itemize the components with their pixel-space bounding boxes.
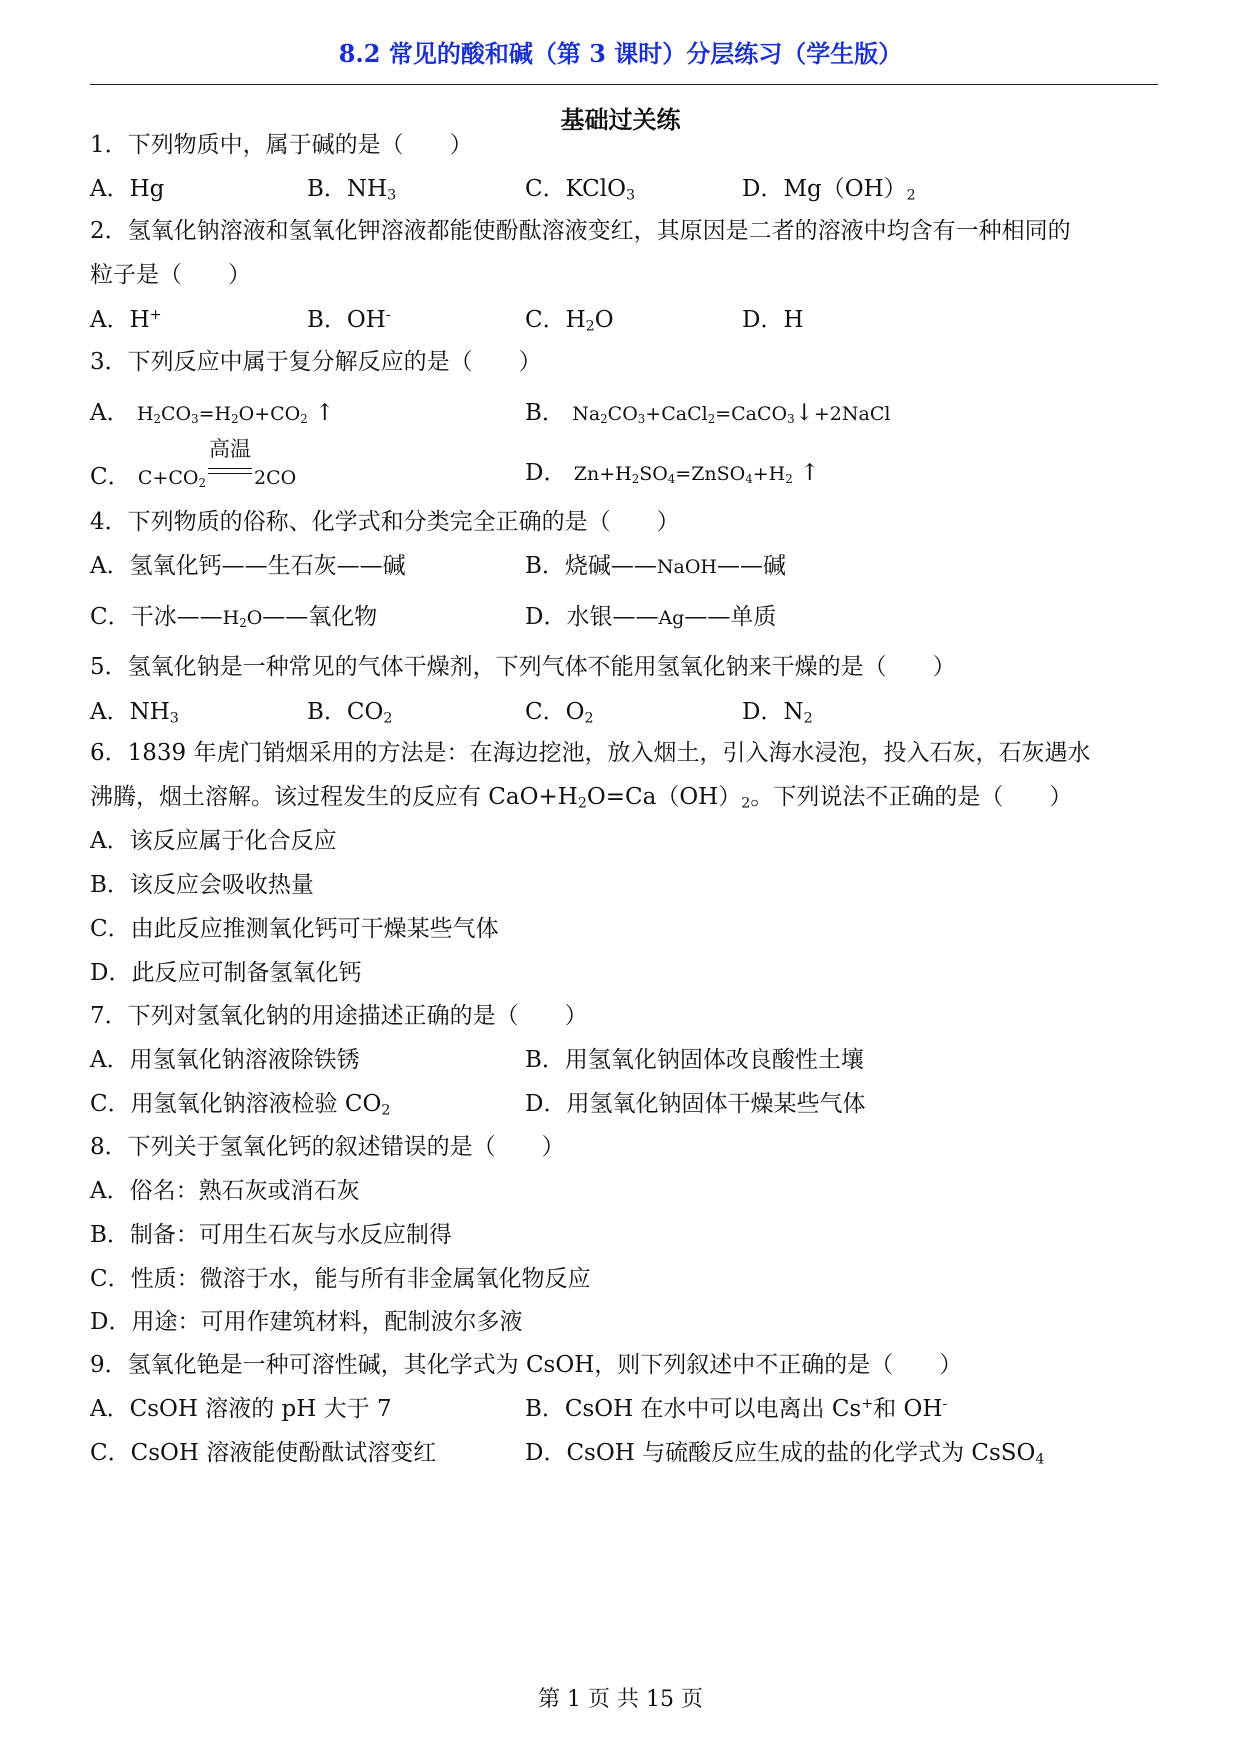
section-title: 基础过关练 bbox=[560, 105, 681, 134]
question-9-option-c: C．CsOH 溶液能使酚酞试溶变红 bbox=[90, 1440, 437, 1466]
page-header-title: 8.2 常见的酸和碱（第 3 课时）分层练习（学生版） bbox=[338, 39, 903, 68]
question-8-option-a: A．俗名：熟石灰或消石灰 bbox=[90, 1178, 360, 1204]
question-6-option-c: C．由此反应推测氧化钙可干燥某些气体 bbox=[90, 916, 499, 942]
question-1-option-c: C．KClO$_3$ bbox=[525, 176, 636, 204]
question-6-stem-line-1: 6．1839 年虎门销烟采用的方法是：在海边挖池，放入烟土，引入海水浸泡，投入石灰，石灰遇水 bbox=[90, 740, 1091, 766]
question-6-option-d: D．此反应可制备氢氧化钙 bbox=[90, 960, 362, 986]
question-3-stem: 3．下列反应中属于复分解反应的是（ ） bbox=[90, 349, 542, 375]
question-5-option-a: A．$NH_3$ bbox=[90, 699, 179, 727]
question-2-option-a: A．H+ bbox=[90, 307, 162, 333]
header-rule bbox=[90, 84, 1158, 85]
question-5-option-c: C．$O_2$ bbox=[525, 699, 594, 727]
question-4-option-c: C．干冰$——H_2O——$氧化物 bbox=[90, 604, 378, 630]
question-7-option-c: C．用氢氧化钠溶液检验 $CO_2$ bbox=[90, 1091, 391, 1119]
question-8-option-d: D．用途：可用作建筑材料，配制波尔多液 bbox=[90, 1309, 523, 1335]
question-8-option-b: B．制备：可用生石灰与水反应制得 bbox=[90, 1222, 452, 1248]
question-4-option-b: B．烧碱——NaOH——碱 bbox=[525, 553, 787, 579]
question-4-stem: 4．下列物质的俗称、化学式和分类完全正确的是（ ） bbox=[90, 509, 680, 535]
question-8-stem: 8．下列关于氢氧化钙的叙述错误的是（ ） bbox=[90, 1134, 565, 1160]
down-arrow-icon: ↓ bbox=[794, 400, 814, 426]
question-9-option-d: D．CsOH 与硫酸反应生成的盐的化学式为 CsSO$_4$ bbox=[525, 1440, 1045, 1468]
question-2-option-b: B．OH- bbox=[307, 307, 391, 333]
question-9-stem: 9．氢氧化铯是一种可溶性碱，其化学式为 CsOH，则下列叙述中不正确的是（ ） bbox=[90, 1352, 963, 1378]
question-1-option-b: B．$NH_3$ bbox=[307, 176, 397, 204]
question-7-option-a: A．用氢氧化钠溶液除铁锈 bbox=[90, 1047, 360, 1073]
question-7-option-d: D．用氢氧化钠固体干燥某些气体 bbox=[525, 1091, 866, 1117]
question-1-option-a: A．Hg bbox=[90, 176, 165, 202]
question-6-option-b: B．该反应会吸收热量 bbox=[90, 872, 314, 898]
question-2-stem-line-2: 粒子是（ ） bbox=[90, 262, 251, 288]
question-1-option-d: D．$Mg(OH)_2$ bbox=[742, 176, 916, 204]
page-footer: 第 1 页 共 15 页 bbox=[538, 1687, 703, 1712]
question-3-option-c: C． $C+CO_2$ 高温 2CO bbox=[90, 437, 297, 490]
question-3-option-d: D． $Zn+H_2SO_4=ZnSO_4+H_2$ ↑ bbox=[525, 460, 820, 486]
up-arrow-icon: ↑ bbox=[800, 460, 820, 486]
question-4-option-d: D．水银——Ag——单质 bbox=[525, 604, 777, 630]
question-3-option-b: B． $Na_2CO_3+CaCl_2=CaCO_3↓+2NaCl$ bbox=[525, 400, 891, 426]
question-5-stem: 5．氢氧化钠是一种常见的气体干燥剂，下列气体不能用氢氧化钠来干燥的是（ ） bbox=[90, 654, 956, 680]
question-1-stem: 1．下列物质中，属于碱的是（ ） bbox=[90, 132, 473, 158]
question-3-option-a: A． $H_2CO_3=H_2O+CO_2$ ↑ bbox=[90, 400, 335, 426]
question-9-option-a: A．CsOH 溶液的 pH 大于 7 bbox=[90, 1396, 392, 1422]
reaction-condition: 高温 bbox=[206, 458, 254, 486]
question-5-option-d: D．$N_2$ bbox=[742, 699, 813, 727]
question-2-option-d: D．H bbox=[742, 307, 804, 333]
question-5-option-b: B．$CO_2$ bbox=[307, 699, 393, 727]
question-2-option-c: C．$H_2O$ bbox=[525, 307, 614, 335]
question-8-option-c: C．性质：微溶于水，能与所有非金属氧化物反应 bbox=[90, 1266, 591, 1292]
question-6-stem-line-2: 沸腾，烟土溶解。该过程发生的反应有 $CaO+H_2O=Ca(OH)_2$。下列说法不正确的是（ ） bbox=[90, 784, 1073, 812]
question-4-option-a: A．氢氧化钙——生石灰——碱 bbox=[90, 553, 406, 579]
question-7-stem: 7．下列对氢氧化钠的用途描述正确的是（ ） bbox=[90, 1003, 588, 1029]
up-arrow-icon: ↑ bbox=[315, 400, 335, 426]
question-7-option-b: B．用氢氧化钠固体改良酸性土壤 bbox=[525, 1047, 864, 1073]
question-9-option-b: B．CsOH 在水中可以电离出 Cs+和 OH- bbox=[525, 1396, 948, 1422]
question-6-option-a: A．该反应属于化合反应 bbox=[90, 828, 337, 854]
question-2-stem-line-1: 2．氢氧化钠溶液和氢氧化钾溶液都能使酚酞溶液变红，其原因是二者的溶液中均含有一种相同的 bbox=[90, 218, 1071, 244]
